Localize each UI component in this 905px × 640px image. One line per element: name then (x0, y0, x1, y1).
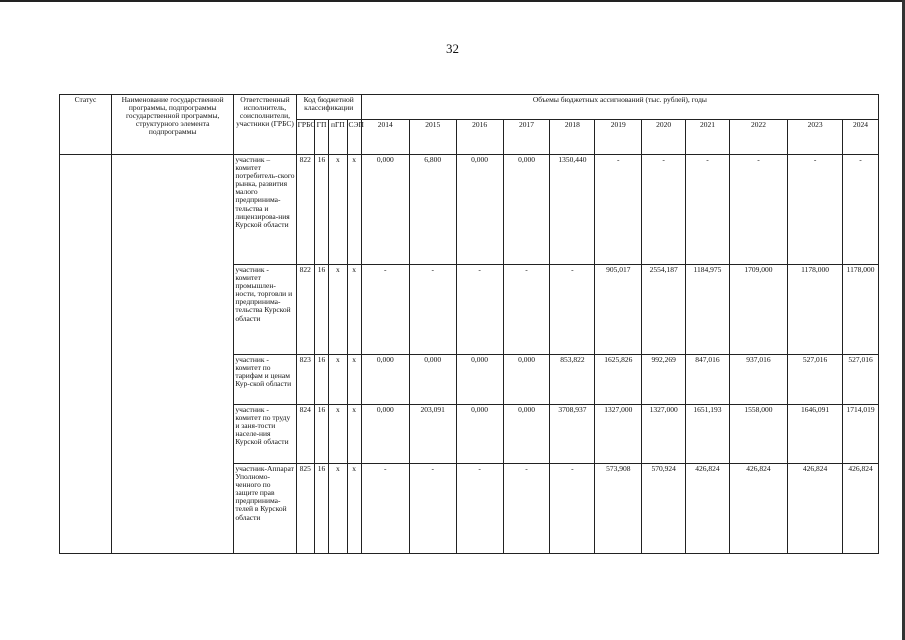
value-cell: 1714,019 (843, 405, 879, 464)
value-cell: - (456, 464, 503, 554)
value-cell: 426,824 (729, 464, 787, 554)
value-cell: - (361, 464, 409, 554)
value-cell: - (409, 265, 456, 355)
header-year: 2015 (409, 120, 456, 155)
value-cell: 992,269 (642, 355, 686, 405)
header-row-1 (60, 95, 879, 120)
code-cell: х (347, 265, 361, 355)
value-cell: 1350,440 (550, 155, 595, 265)
code-cell: х (329, 355, 347, 405)
scan-border-top (0, 0, 905, 2)
value-cell: 0,000 (456, 155, 503, 265)
value-cell: 570,924 (642, 464, 686, 554)
value-cell: 1178,000 (843, 265, 879, 355)
code-cell: х (347, 405, 361, 464)
header-year: 2021 (686, 120, 730, 155)
responsible-cell: участник - комитет по труду и заня-тости населе-ния Курской области (234, 405, 296, 464)
value-cell: 1709,000 (729, 265, 787, 355)
value-cell: 426,824 (843, 464, 879, 554)
code-cell: 824 (296, 405, 314, 464)
value-cell: 1558,000 (729, 405, 787, 464)
header-year: 2016 (456, 120, 503, 155)
value-cell: 1646,091 (788, 405, 843, 464)
header-code-group: Код бюджетной классификации (296, 95, 361, 120)
header-year: 2019 (595, 120, 642, 155)
header-name: Наименование государственной программы, подпрограммы государственной программы, структурного элемента подпрограммы (112, 95, 234, 155)
value-cell: 937,016 (729, 355, 787, 405)
code-cell: х (329, 265, 347, 355)
header-year: 2018 (550, 120, 595, 155)
value-cell: 0,000 (409, 355, 456, 405)
value-cell: 1178,000 (788, 265, 843, 355)
value-cell: - (595, 155, 642, 265)
value-cell: - (550, 464, 595, 554)
code-cell: 822 (296, 265, 314, 355)
value-cell: 0,000 (503, 155, 550, 265)
code-cell: 16 (314, 405, 328, 464)
value-cell: 0,000 (361, 405, 409, 464)
responsible-cell: участник-Аппарат Уполномо-ченного по защите прав предпринима-телей в Курской области (234, 464, 296, 554)
header-responsible: Ответственный исполнитель, соисполнители, участники (ГРБС) (234, 95, 296, 155)
header-year: 2014 (361, 120, 409, 155)
header-status: Статус (60, 95, 112, 155)
header-year: 2020 (642, 120, 686, 155)
value-cell: 0,000 (361, 155, 409, 265)
value-cell: 847,016 (686, 355, 730, 405)
value-cell: 527,016 (788, 355, 843, 405)
value-cell: - (503, 265, 550, 355)
value-cell: 6,800 (409, 155, 456, 265)
header-year: 2023 (788, 120, 843, 155)
code-cell: 16 (314, 464, 328, 554)
value-cell: - (843, 155, 879, 265)
value-cell: 1625,826 (595, 355, 642, 405)
header-year: 2024 (843, 120, 879, 155)
value-cell: - (456, 265, 503, 355)
name-cell (112, 155, 234, 554)
responsible-cell: участник - комитет по тарифам и ценам Кур-ской области (234, 355, 296, 405)
value-cell: 0,000 (503, 405, 550, 464)
table-row (60, 155, 879, 265)
code-cell: 822 (296, 155, 314, 265)
code-cell: х (347, 464, 361, 554)
value-cell: - (550, 265, 595, 355)
value-cell: 905,017 (595, 265, 642, 355)
code-cell: 16 (314, 265, 328, 355)
value-cell: 573,908 (595, 464, 642, 554)
code-cell: 823 (296, 355, 314, 405)
header-code: пГП (329, 120, 347, 155)
value-cell: 1327,000 (595, 405, 642, 464)
value-cell: 2554,187 (642, 265, 686, 355)
code-cell: х (329, 155, 347, 265)
header-code: ГП (314, 120, 328, 155)
header-year: 2022 (729, 120, 787, 155)
code-cell: х (347, 355, 361, 405)
value-cell: 1184,975 (686, 265, 730, 355)
value-cell: - (686, 155, 730, 265)
code-cell: 16 (314, 155, 328, 265)
code-cell: х (329, 464, 347, 554)
value-cell: 0,000 (361, 355, 409, 405)
value-cell: 1651,193 (686, 405, 730, 464)
value-cell: 426,824 (788, 464, 843, 554)
code-cell: х (347, 155, 361, 265)
value-cell: 0,000 (456, 405, 503, 464)
value-cell: 853,822 (550, 355, 595, 405)
page-number: 32 (446, 41, 459, 56)
value-cell: - (729, 155, 787, 265)
value-cell: 527,016 (843, 355, 879, 405)
value-cell: 0,000 (503, 355, 550, 405)
responsible-cell: участник - комитет промышлен-ности, торговли и предпринима-тельства Курской области (234, 265, 296, 355)
value-cell: 3708,937 (550, 405, 595, 464)
value-cell: 0,000 (456, 355, 503, 405)
header-year: 2017 (503, 120, 550, 155)
value-cell: - (788, 155, 843, 265)
value-cell: 1327,000 (642, 405, 686, 464)
value-cell: 203,091 (409, 405, 456, 464)
budget-table (59, 94, 879, 554)
header-volumes-group: Объемы бюджетных ассигнований (тыс. рублей), годы (361, 95, 878, 120)
value-cell: 426,824 (686, 464, 730, 554)
value-cell: - (503, 464, 550, 554)
code-cell: 825 (296, 464, 314, 554)
value-cell: - (642, 155, 686, 265)
code-cell: х (329, 405, 347, 464)
header-code: ГРБС (296, 120, 314, 155)
responsible-cell: участник – комитет потребитель-ского рынка, развития малого предпринима-тельства и лицензирова-ния Курской области (234, 155, 296, 265)
status-cell (60, 155, 112, 554)
code-cell: 16 (314, 355, 328, 405)
header-code: СЭП (347, 120, 361, 155)
value-cell: - (361, 265, 409, 355)
value-cell: - (409, 464, 456, 554)
